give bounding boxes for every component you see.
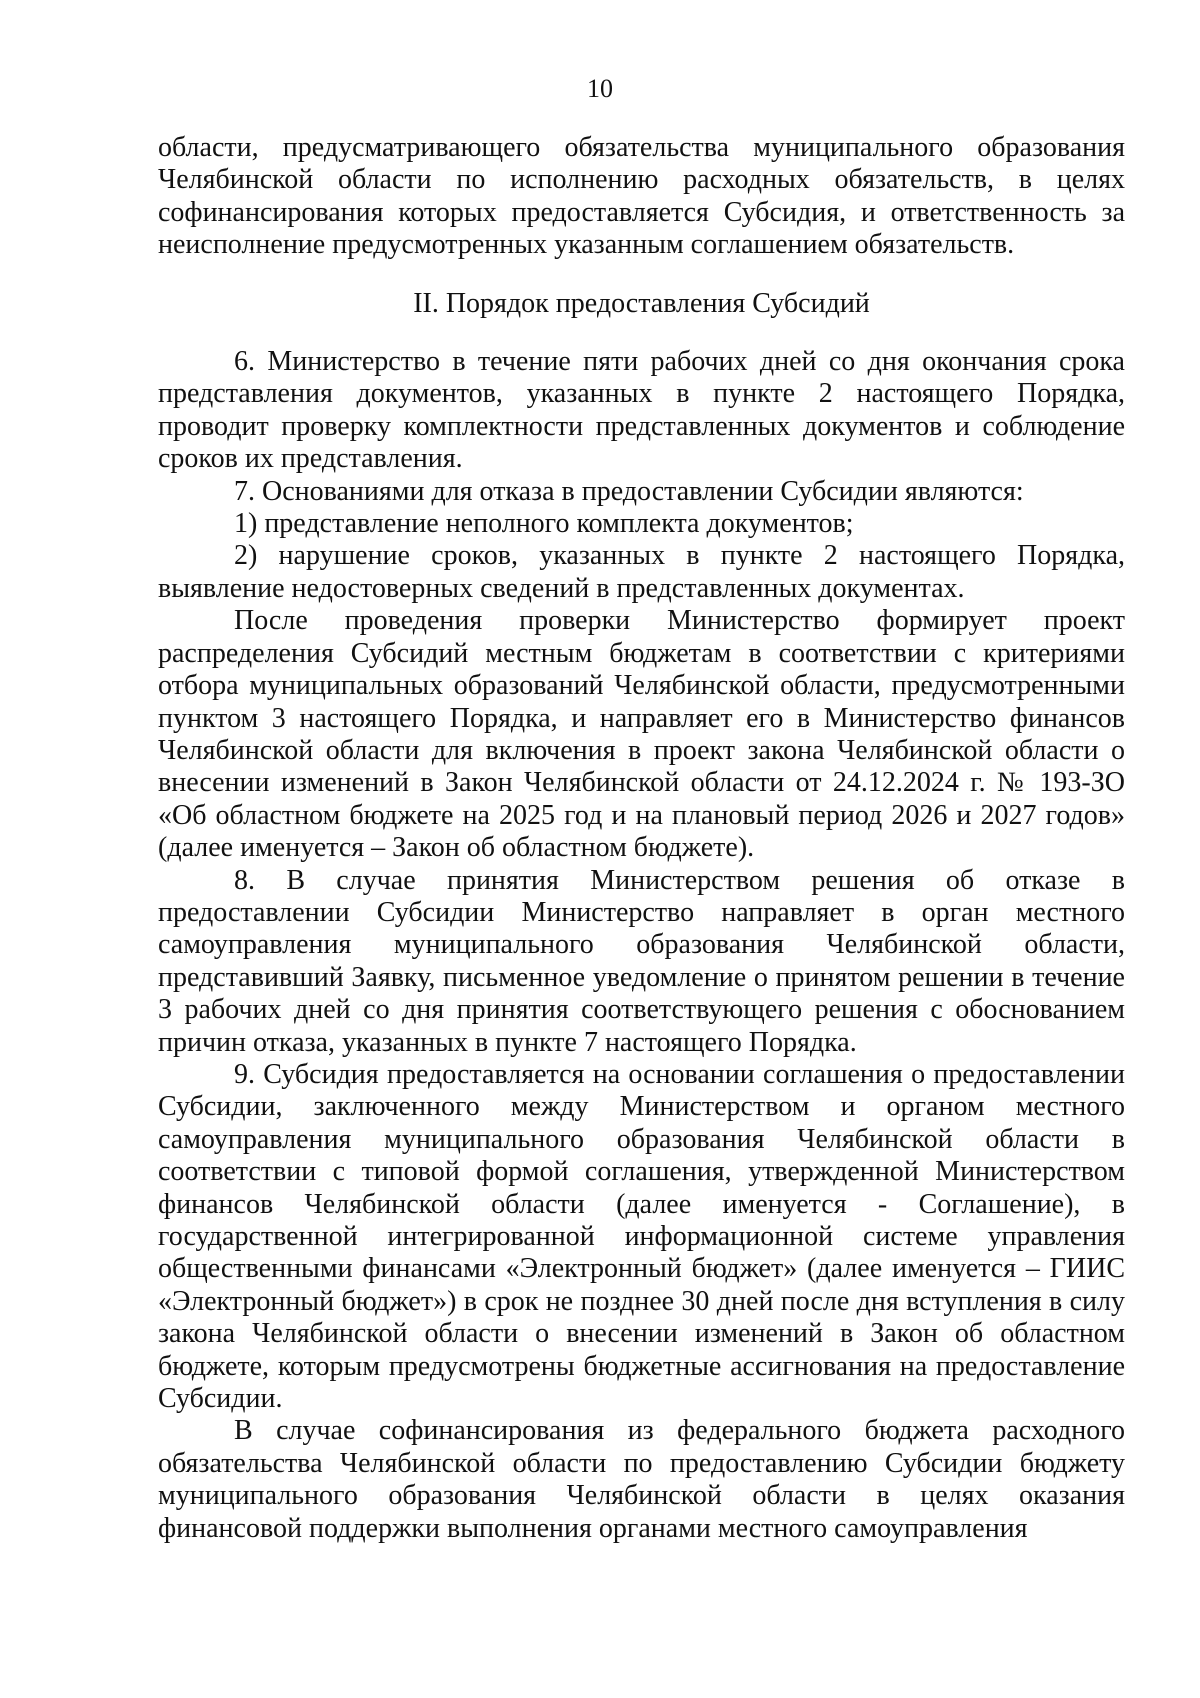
paragraph-item-6: 6. Министерство в течение пяти рабочих дней со дня окончания срока представления документов, указанных в пункте 2 настоящего Порядка, проводит проверку комплектности представленных документов и соблюдение сроков их представления.	[158, 346, 1125, 475]
paragraph-subitem-1: 1) представление неполного комплекта документов;	[234, 508, 854, 540]
section-heading: II. Порядок предоставления Субсидий	[413, 287, 870, 319]
paragraph-after-check: После проведения проверки Министерство формирует проект распределения Субсидий местным бюджетам в соответствии с критериями отбора муниципальных образований Челябинской области, предусмотренными пунктом 3 настоящего Порядка, и направляет его в Министерство финансов Челябинской области для включения в проект закона Челябинской области о внесении изменений в Закон Челябинской области от 24.12.2024 г. № 193-ЗО «Об областном бюджете на 2025 год и на плановый период 2026 и 2027 годов» (далее именуется – Закон об областном бюджете).	[158, 605, 1125, 864]
intro-paragraph: области, предусматривающего обязательства муниципального образования Челябинской области по исполнению расходных обязательств, в целях софинансирования которых предоставляется Субсидия, и ответственность за неисполнение предусмотренных указанным соглашением обязательств.	[158, 132, 1125, 261]
paragraph-item-7: 7. Основаниями для отказа в предоставлении Субсидии являются:	[234, 475, 1024, 507]
paragraph-subitem-2: 2) нарушение сроков, указанных в пункте 2 настоящего Порядка, выявление недостоверных сведений в представленных документах.	[158, 540, 1125, 604]
paragraph-item-9: 9. Субсидия предоставляется на основании соглашения о предоставлении Субсидии, заключенного между Министерством и органом местного самоуправления муниципального образования Челябинской области в соответствии с типовой формой соглашения, утвержденной Министерством финансов Челябинской области (далее именуется - Соглашение), в государственной интегрированной информационной системе управления общественными финансами «Электронный бюджет» (далее именуется – ГИИС «Электронный бюджет») в срок не позднее 30 дней после дня вступления в силу закона Челябинской области о внесении изменений в Закон об областном бюджете, которым предусмотрены бюджетные ассигнования на предоставление Субсидии.	[158, 1058, 1125, 1415]
document-body	[158, 132, 1125, 1545]
paragraph-cofinancing: В случае софинансирования из федерального бюджета расходного обязательства Челябинской области по предоставлению Субсидии бюджету муниципального образования Челябинской области в целях оказания финансовой поддержки выполнения органами местного самоуправления	[158, 1415, 1125, 1544]
paragraph-item-8: 8. В случае принятия Министерством решения об отказе в предоставлении Субсидии Министерство направляет в орган местного самоуправления муниципального образования Челябинской области, представивший Заявку, письменное уведомление о принятом решении в течение 3 рабочих дней со дня принятия соответствующего решения с обоснованием причин отказа, указанных в пункте 7 настоящего Порядка.	[158, 864, 1125, 1058]
page-number: 10	[587, 74, 613, 103]
